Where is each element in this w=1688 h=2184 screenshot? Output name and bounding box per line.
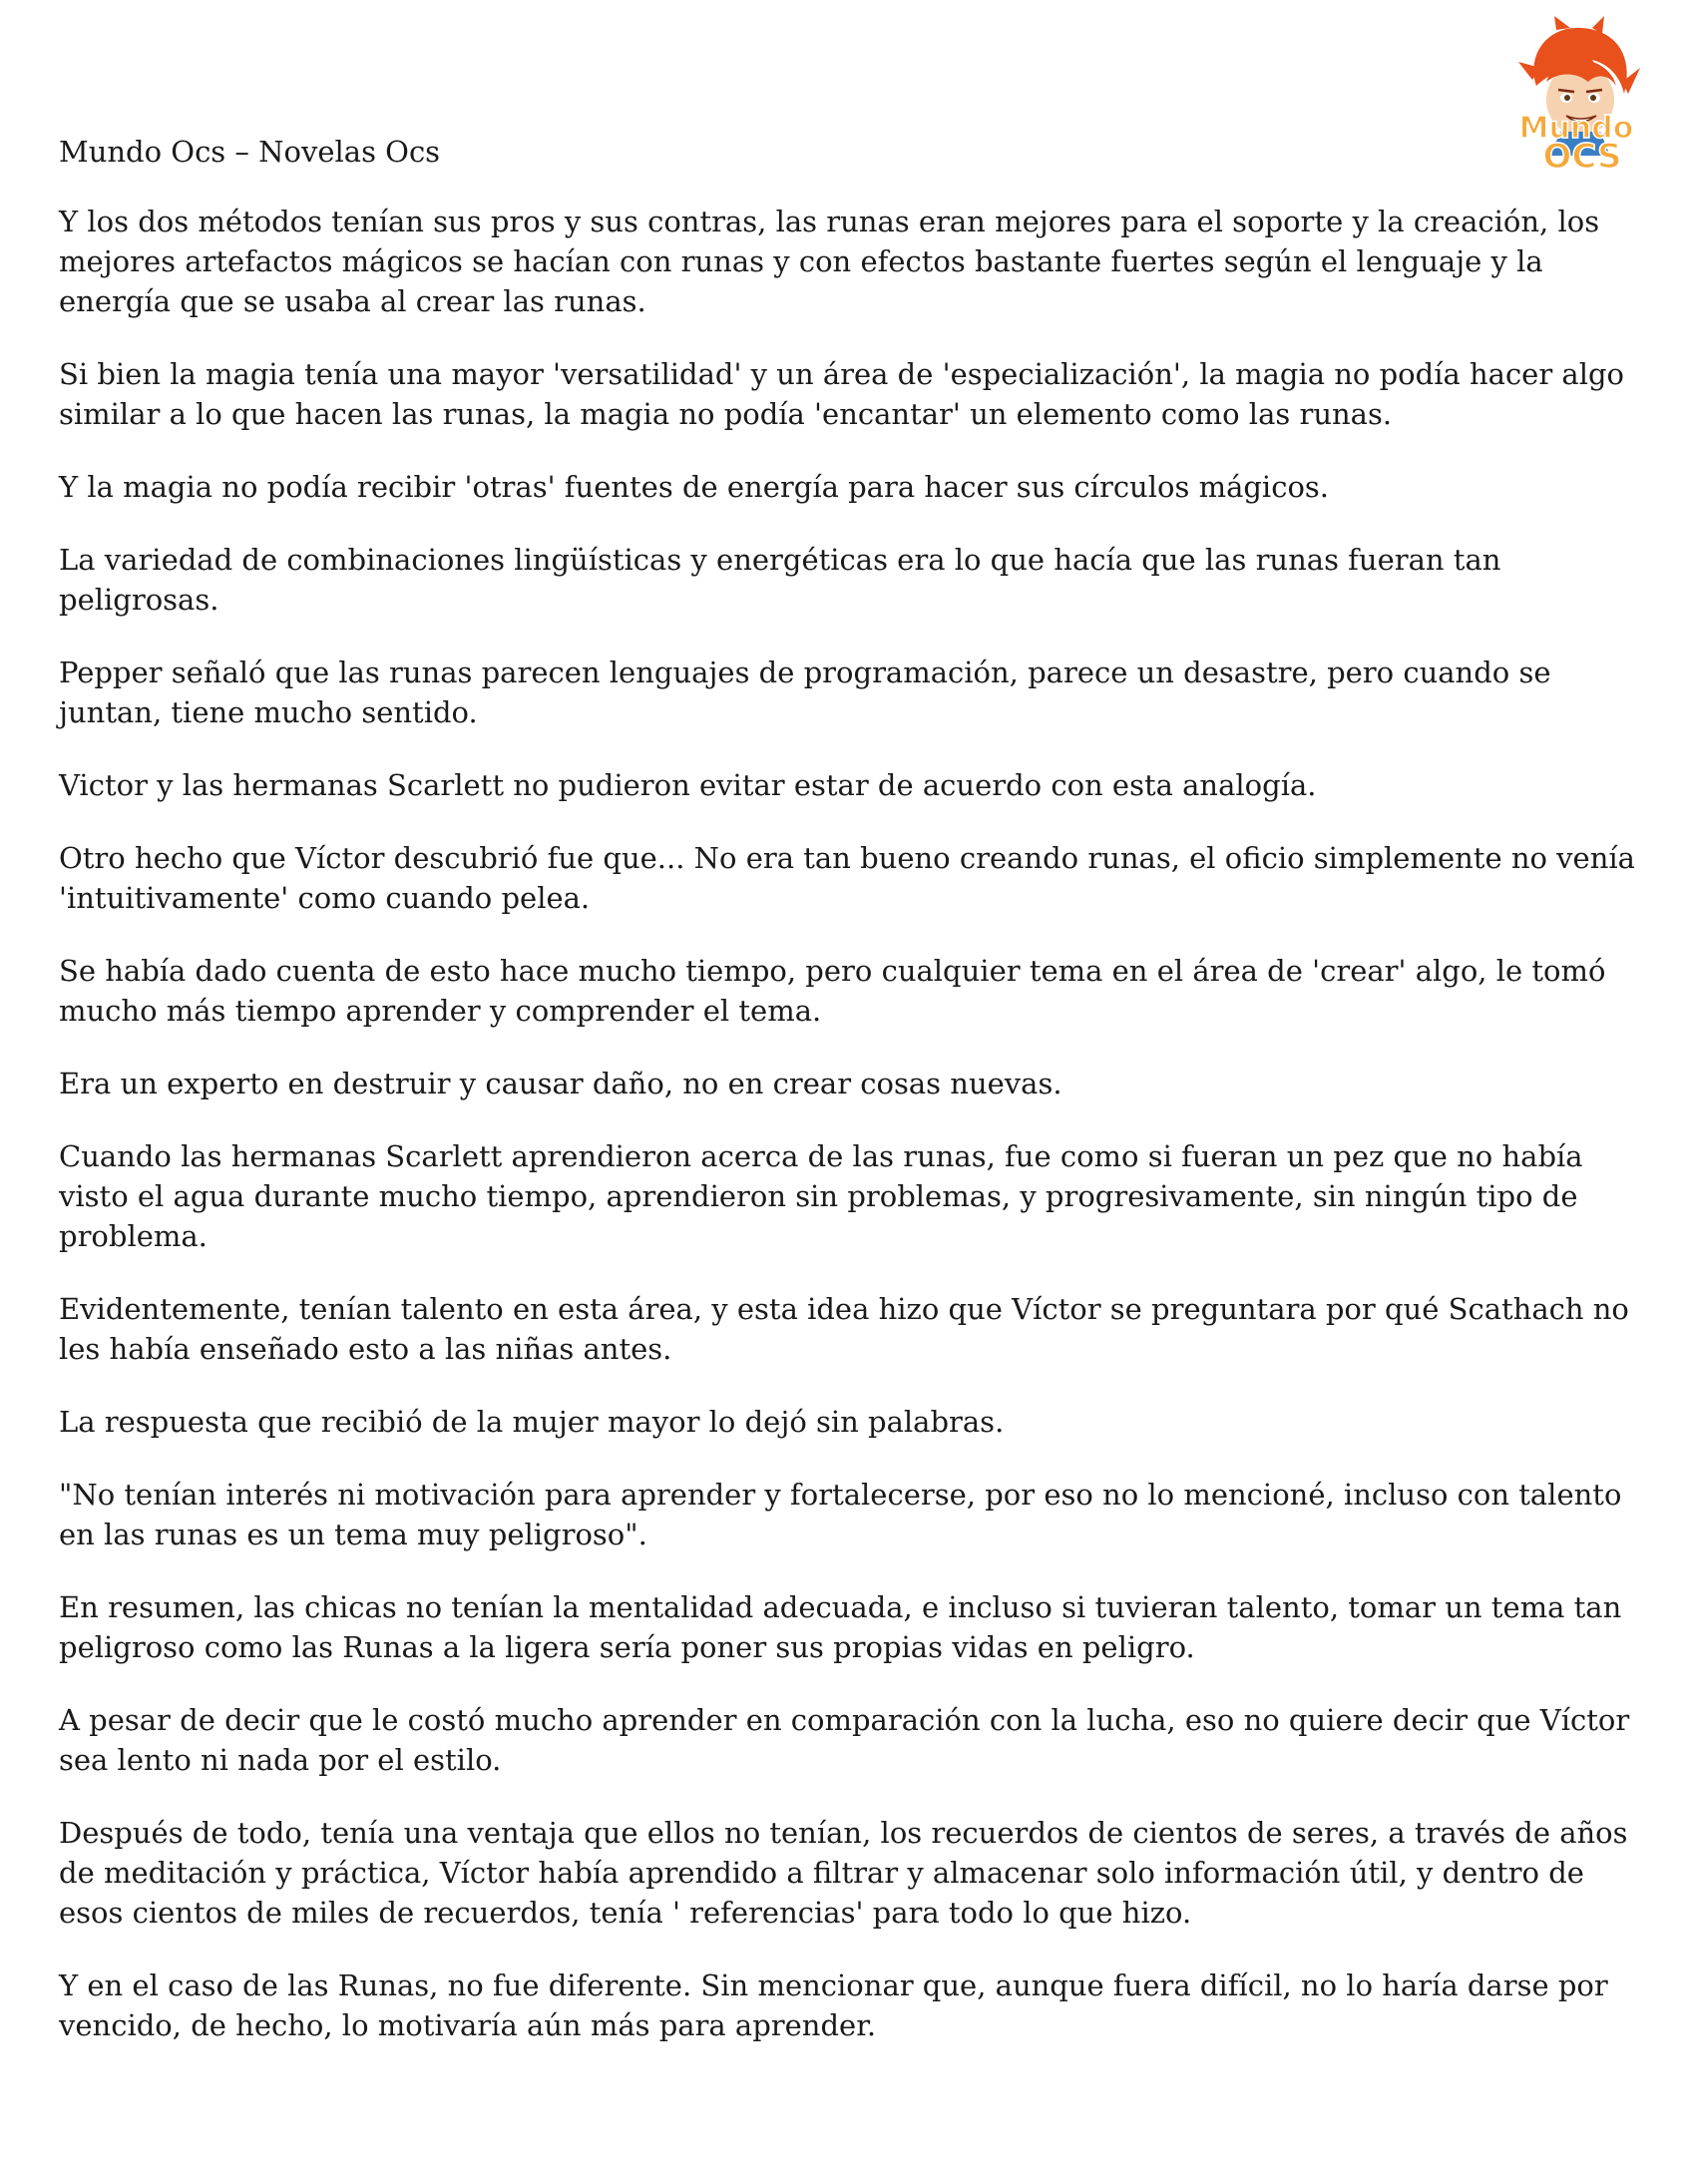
paragraph: Si bien la magia tenía una mayor 'versatilidad' y un área de 'especialización', la magia no podía hacer algo similar a lo que hacen las runas, la magia no podía 'encantar' un elemento como las runas.	[59, 357, 1625, 431]
paragraph: Pepper señaló que las runas parecen lenguajes de programación, parece un desastre, pero cuando se juntan, tiene mucho sentido.	[59, 655, 1551, 729]
paragraph: Victor y las hermanas Scarlett no pudieron evitar estar de acuerdo con esta analogía.	[59, 768, 1317, 802]
paragraph: Y los dos métodos tenían sus pros y sus contras, las runas eran mejores para el soporte y la creación, los mejores artefactos mágicos se hacían con runas y con efectos bastante fuertes según el lenguaje y la energía que se usaba al crear las runas.	[59, 205, 1600, 318]
logo-text-line1: Mundo	[1518, 111, 1634, 146]
paragraph: Cuando las hermanas Scarlett aprendieron acerca de las runas, fue como si fueran un pez que no había visto el agua durante mucho tiempo, aprendieron sin problemas, y progresivamente, sin ningún tipo de problema.	[59, 1139, 1583, 1253]
paragraph: Evidentemente, tenían talento en esta área, y esta idea hizo que Víctor se preguntara por qué Scathach no les había enseñado esto a las niñas antes.	[59, 1292, 1629, 1366]
paragraph: Otro hecho que Víctor descubrió fue que... No era tan bueno creando runas, el oficio simplemente no venía 'intuitivamente' como cuando pelea.	[59, 841, 1635, 915]
paragraph: Era un experto en destruir y causar daño, no en crear cosas nuevas.	[59, 1067, 1062, 1100]
paragraph: A pesar de decir que le costó mucho aprender en comparación con la lucha, eso no quiere decir que Víctor sea lento ni nada por el estilo.	[59, 1703, 1630, 1777]
paragraph: Y en el caso de las Runas, no fue diferente. Sin mencionar que, aunque fuera difícil, no lo haría darse por vencido, de hecho, lo motivaría aún más para aprender.	[59, 1968, 1608, 2042]
paragraph: En resumen, las chicas no tenían la mentalidad adecuada, e incluso si tuvieran talento, tomar un tema tan peligroso como las Runas a la ligera sería poner sus propias vidas en peligro.	[59, 1590, 1622, 1664]
paragraph: La variedad de combinaciones lingüísticas y energéticas era lo que hacía que las runas fueran tan peligrosas.	[59, 543, 1501, 617]
logo-text-line2: OCS	[1542, 137, 1622, 176]
document-body	[59, 132, 1645, 2078]
paragraph: Se había dado cuenta de esto hace mucho tiempo, pero cualquier tema en el área de 'crear' algo, le tomó mucho más tiempo aprender y comprender el tema.	[59, 954, 1606, 1028]
site-title: Mundo Ocs – Novelas Ocs	[59, 135, 441, 169]
paragraph: Después de todo, tenía una ventaja que ellos no tenían, los recuerdos de cientos de seres, a través de años de meditación y práctica, Víctor había aprendido a filtrar y almacenar solo información útil, y dentro de esos cientos de miles de recuerdos, tenía ' referencias' para todo lo que hizo.	[59, 1816, 1628, 1930]
paragraph: La respuesta que recibió de la mujer mayor lo dejó sin palabras.	[59, 1405, 1005, 1439]
paragraph: Y la magia no podía recibir 'otras' fuentes de energía para hacer sus círculos mágicos.	[59, 470, 1329, 504]
paragraph: "No tenían interés ni motivación para aprender y fortalecerse, por eso no lo mencioné, incluso con talento en las runas es un tema muy peligroso".	[59, 1478, 1622, 1551]
